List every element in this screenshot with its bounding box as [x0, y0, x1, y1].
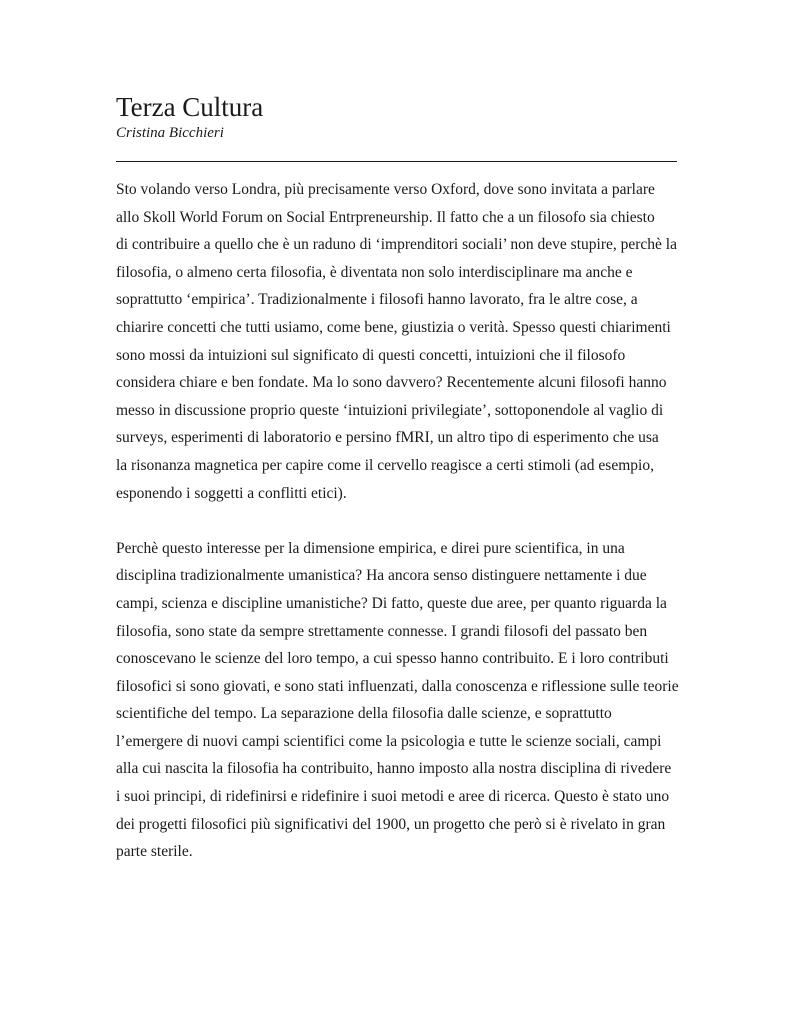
paragraph-line: di contribuire a quello che è un raduno di ‘imprenditori sociali’ non deve stupire, perchè la: [116, 236, 677, 254]
paragraph-1: [116, 176, 681, 507]
paragraph-2: [116, 535, 681, 866]
paragraph-line: Perchè questo interesse per la dimensione empirica, e direi pure scientifica, in una: [116, 539, 625, 557]
paragraph-line: chiarire concetti che tutti usiamo, come bene, giustizia o verità. Spesso questi chiarimenti: [116, 318, 671, 336]
paragraph-line: disciplina tradizionalmente umanistica? Ha ancora senso distinguere nettamente i due: [116, 567, 647, 585]
paragraph-line: esponendo i soggetti a conflitti etici).: [116, 484, 347, 502]
paragraph-line: filosofia, o almeno certa filosofia, è diventata non solo interdisciplinare ma anche e: [116, 263, 633, 281]
paragraph-line: surveys, esperimenti di laboratorio e persino fMRI, un altro tipo di esperimento che usa: [116, 429, 659, 447]
document-header: [116, 90, 677, 142]
paragraph-line: conoscevano le scienze del loro tempo, a cui spesso hanno contribuito. E i loro contributi: [116, 650, 669, 668]
document-body: [116, 176, 681, 866]
paragraph-line: campi, scienza e discipline umanistiche? Di fatto, queste due aree, per quanto riguarda la: [116, 594, 667, 612]
paragraph-line: soprattutto ‘empirica’. Tradizionalmente i filosofi hanno lavorato, fra le altre cose, a: [116, 291, 638, 309]
paragraph-line: l’emergere di nuovi campi scientifici come la psicologia e tutte le scienze sociali, campi: [116, 732, 662, 750]
paragraph-line: i suoi principi, di ridefinirsi e ridefinire i suoi metodi e aree di ricerca. Questo è stato uno: [116, 788, 670, 806]
paragraph-line: Sto volando verso Londra, più precisamente verso Oxford, dove sono invitata a parlare: [116, 181, 655, 198]
paragraph-line: allo Skoll World Forum on Social Entrpreneurship. Il fatto che a un filosofo sia chiesto: [116, 208, 655, 226]
paragraph-line: scientifiche del tempo. La separazione della filosofia dalle scienze, e soprattutto: [116, 705, 612, 723]
paragraph-line: dei progetti filosofici più significativi del 1900, un progetto che però si è rivelato in gran: [116, 815, 666, 833]
paragraph-line: la risonanza magnetica per capire come il cervello reagisce a certi stimoli (ad esempio,: [116, 456, 654, 474]
document-title: Terza Cultura: [116, 92, 264, 122]
paragraph-line: filosofia, sono state da sempre strettamente connesse. I grandi filosofi del passato ben: [116, 622, 648, 640]
paragraph-line: sono mossi da intuizioni sul significato di questi concetti, intuizioni che il filosofo: [116, 346, 626, 364]
header-divider: [116, 161, 677, 162]
document-author: Cristina Bicchieri: [116, 125, 224, 141]
paragraph-line: parte sterile.: [116, 843, 193, 861]
paragraph-line: filosofici si sono giovati, e sono stati influenzati, dalla conoscenza e riflessione sulle teorie: [116, 677, 679, 695]
paragraph-line: alla cui nascita la filosofia ha contribuito, hanno imposto alla nostra disciplina di rivedere: [116, 760, 672, 778]
paragraph-line: considera chiare e ben fondate. Ma lo sono davvero? Recentemente alcuni filosofi hanno: [116, 374, 667, 392]
paragraph-line: messo in discussione proprio queste ‘intuizioni privilegiate’, sottoponendole al vaglio di: [116, 401, 664, 419]
